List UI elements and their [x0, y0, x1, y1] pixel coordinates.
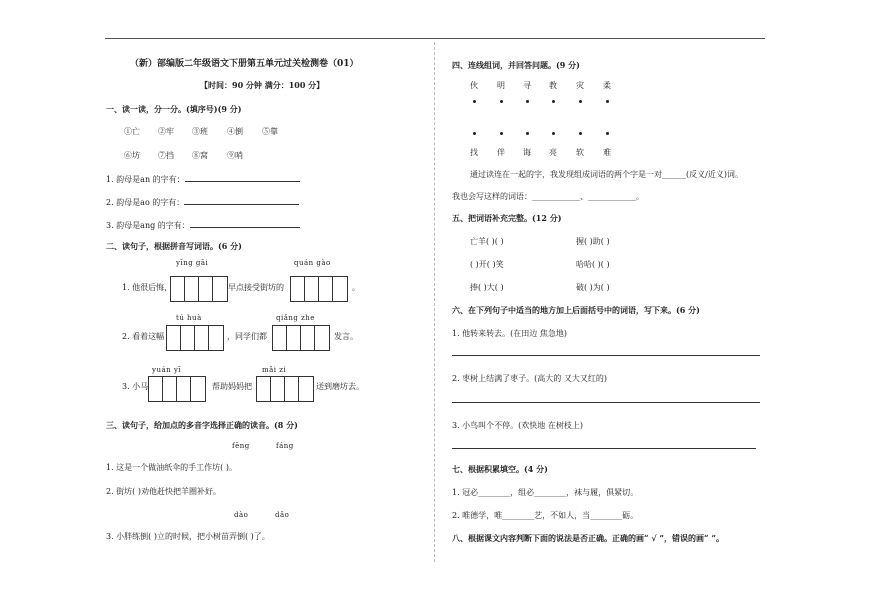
s5-item-5: 捧( )大( )	[470, 283, 504, 292]
s1-q2-answer-line[interactable]	[184, 196, 299, 205]
s6-q3-answer-line[interactable]	[452, 448, 756, 449]
s7-q1: 1. 冠必________，组必________，袜与履，俱紧切。	[452, 488, 639, 497]
s2-writing-grid-1a[interactable]	[170, 276, 228, 302]
s4-bottom-dot-1[interactable]	[473, 132, 476, 135]
s4-bottom-char-2: 伴	[497, 148, 505, 157]
s4-bottom-dot-6[interactable]	[606, 132, 609, 135]
section5-heading: 五、把词语补充完整。(12 分)	[452, 213, 562, 223]
s4-bottom-dot-5[interactable]	[579, 132, 582, 135]
s1-char-3: ③班	[192, 127, 208, 136]
s4-top-char-4: 教	[549, 81, 557, 90]
section7-heading: 七、根据积累填空。(4 分)	[452, 464, 548, 474]
s4-top-char-5: 灾	[576, 81, 584, 90]
s4-bottom-char-1: 找	[470, 148, 478, 157]
s4-top-char-6: 柔	[603, 81, 611, 90]
s1-q2-text: 2. 韵母是ao 的字有：	[106, 198, 185, 207]
s6-q1-answer-line[interactable]	[452, 355, 760, 356]
s4-top-dot-6[interactable]	[606, 100, 609, 103]
s2-sentence3-start: 3. 小马	[122, 382, 149, 391]
s1-q1-text: 1. 韵母是an 的字有：	[106, 175, 185, 184]
s2-sentence3-mid: 帮助妈妈把	[212, 382, 252, 391]
s6-q1: 1. 他转来转去。(在田边 焦急地)	[452, 329, 567, 338]
s4-top-char-3: 寻	[523, 81, 531, 90]
s2-sentence1-start: 1. 他很后悔，	[122, 283, 173, 292]
s2-writing-grid-2a[interactable]	[166, 325, 224, 351]
s1-q1-answer-line[interactable]	[185, 173, 300, 182]
s4-bottom-char-3: 诲	[523, 148, 531, 157]
section2-heading: 二、读句子，根据拼音写词语。(6 分)	[106, 241, 242, 251]
s6-q2: 2. 枣树上结满了枣子。(高大的 又大又红的)	[452, 374, 607, 383]
s2-sentence2-end: 发言。	[334, 332, 358, 341]
s3-q3: 3. 小胖练倒( )立的时候，把小树苗弄倒( )了。	[106, 532, 270, 541]
s4-bottom-dot-2[interactable]	[500, 132, 503, 135]
s1-q3	[106, 219, 300, 231]
s4-top-dot-2[interactable]	[500, 100, 503, 103]
s4-top-dot-3[interactable]	[526, 100, 529, 103]
s2-sentence1-mid: 早点接受街坊的	[228, 283, 284, 292]
s2-pinyin-2b: qiǎng zhe	[276, 314, 315, 322]
s3-q1: 1. 这是一个做油纸伞的手工作坊( )。	[106, 463, 237, 472]
s1-char-8: ⑧窝	[192, 151, 208, 160]
exam-title: （新）部编版二年级语文下册第五单元过关检测卷（01）	[130, 59, 359, 69]
s2-pinyin-1b: quán gào	[294, 259, 331, 267]
s5-item-2: 握( )助( )	[576, 237, 610, 246]
s7-q2: 2. 唯德学，唯________艺，不如人，当________砺。	[452, 511, 639, 520]
s5-item-4: 哈哈( )( )	[576, 260, 610, 269]
s3-pinyin-1a: fēng	[232, 442, 250, 450]
s1-q1	[106, 173, 300, 185]
s1-char-2: ②牢	[158, 127, 174, 136]
s2-sentence1-end: 。	[352, 283, 360, 292]
s2-writing-grid-3a[interactable]	[148, 376, 206, 402]
section8-heading: 八、根据课文内容判断下面的说法是否正确。正确的画“ √ ”，错误的画“ ”。	[452, 533, 725, 543]
s2-pinyin-3a: yuán yī	[152, 366, 182, 374]
s4-bottom-char-4: 亮	[549, 148, 557, 157]
section3-heading: 三、读句子，给加点的多音字选择正确的读音。(8 分)	[106, 420, 298, 430]
section4-heading: 四、连线组词，并回答问题。(9 分)	[452, 60, 580, 70]
s1-q2	[106, 196, 299, 208]
s4-bottom-dot-3[interactable]	[526, 132, 529, 135]
s4-top-char-2: 明	[497, 81, 505, 90]
s4-bottom-char-6: 难	[603, 148, 611, 157]
section6-heading: 六、在下列句子中适当的地方加上后面括号中的词语，写下来。(6 分)	[452, 305, 700, 315]
s1-char-4: ④倒	[227, 127, 243, 136]
s2-pinyin-2a: tú huà	[176, 314, 202, 322]
s5-item-6: 破( )为( )	[576, 283, 610, 292]
s1-char-7: ⑦挡	[158, 151, 174, 160]
s5-item-1: 亡羊( )( )	[470, 237, 504, 246]
s4-top-dot-5[interactable]	[579, 100, 582, 103]
s2-sentence3-end: 送到磨坊去。	[316, 382, 364, 391]
s1-char-5: ⑤靠	[262, 127, 278, 136]
s3-pinyin-2a: dào	[234, 511, 249, 519]
column-divider	[434, 42, 435, 562]
s3-q2: 2. 街坊( )劝他赶快把羊圈补好。	[106, 487, 221, 496]
s1-char-1: ①亡	[124, 127, 140, 136]
s4-bottom-dot-4[interactable]	[552, 132, 555, 135]
s3-pinyin-1b: fáng	[276, 442, 294, 450]
s4-paragraph-2: 我也会写这样的词语：____________、____________。	[452, 192, 644, 201]
s2-writing-grid-3b[interactable]	[256, 376, 314, 402]
s4-bottom-char-5: 软	[576, 148, 584, 157]
section1-heading: 一、读一读，分一分。(填序号)(9 分)	[106, 104, 242, 114]
s6-q3: 3. 小鸟叫个不停。(欢快地 在树枝上)	[452, 421, 583, 430]
top-rule	[105, 38, 765, 39]
s6-q2-answer-line[interactable]	[452, 402, 760, 403]
exam-meta: 【时间：90 分钟 满分：100 分】	[200, 80, 325, 90]
s2-writing-grid-2b[interactable]	[272, 325, 330, 351]
s5-item-3: ( )开( )笑	[470, 260, 504, 269]
s3-pinyin-2b: dǎo	[275, 511, 290, 519]
s4-top-char-1: 伙	[470, 81, 478, 90]
s4-top-dot-4[interactable]	[552, 100, 555, 103]
s2-sentence2-start: 2. 看着这幅	[122, 332, 165, 341]
s2-pinyin-1a: yīng gāi	[176, 259, 209, 267]
s4-paragraph-1: 通过读连在一起的字，我发现组成词语的两个字是一对______(反义/近义)词。	[470, 170, 743, 179]
s1-char-6: ⑥坊	[124, 151, 140, 160]
s2-pinyin-3b: mǎi zi	[262, 366, 287, 374]
s1-q3-text: 3. 韵母是ang 的字有：	[106, 221, 190, 230]
s1-char-9: ⑨哨	[227, 151, 243, 160]
s1-q3-answer-line[interactable]	[190, 219, 300, 228]
s4-top-dot-1[interactable]	[473, 100, 476, 103]
s2-writing-grid-1b[interactable]	[290, 276, 348, 302]
s2-sentence2-mid: ，同学们都	[227, 332, 267, 341]
